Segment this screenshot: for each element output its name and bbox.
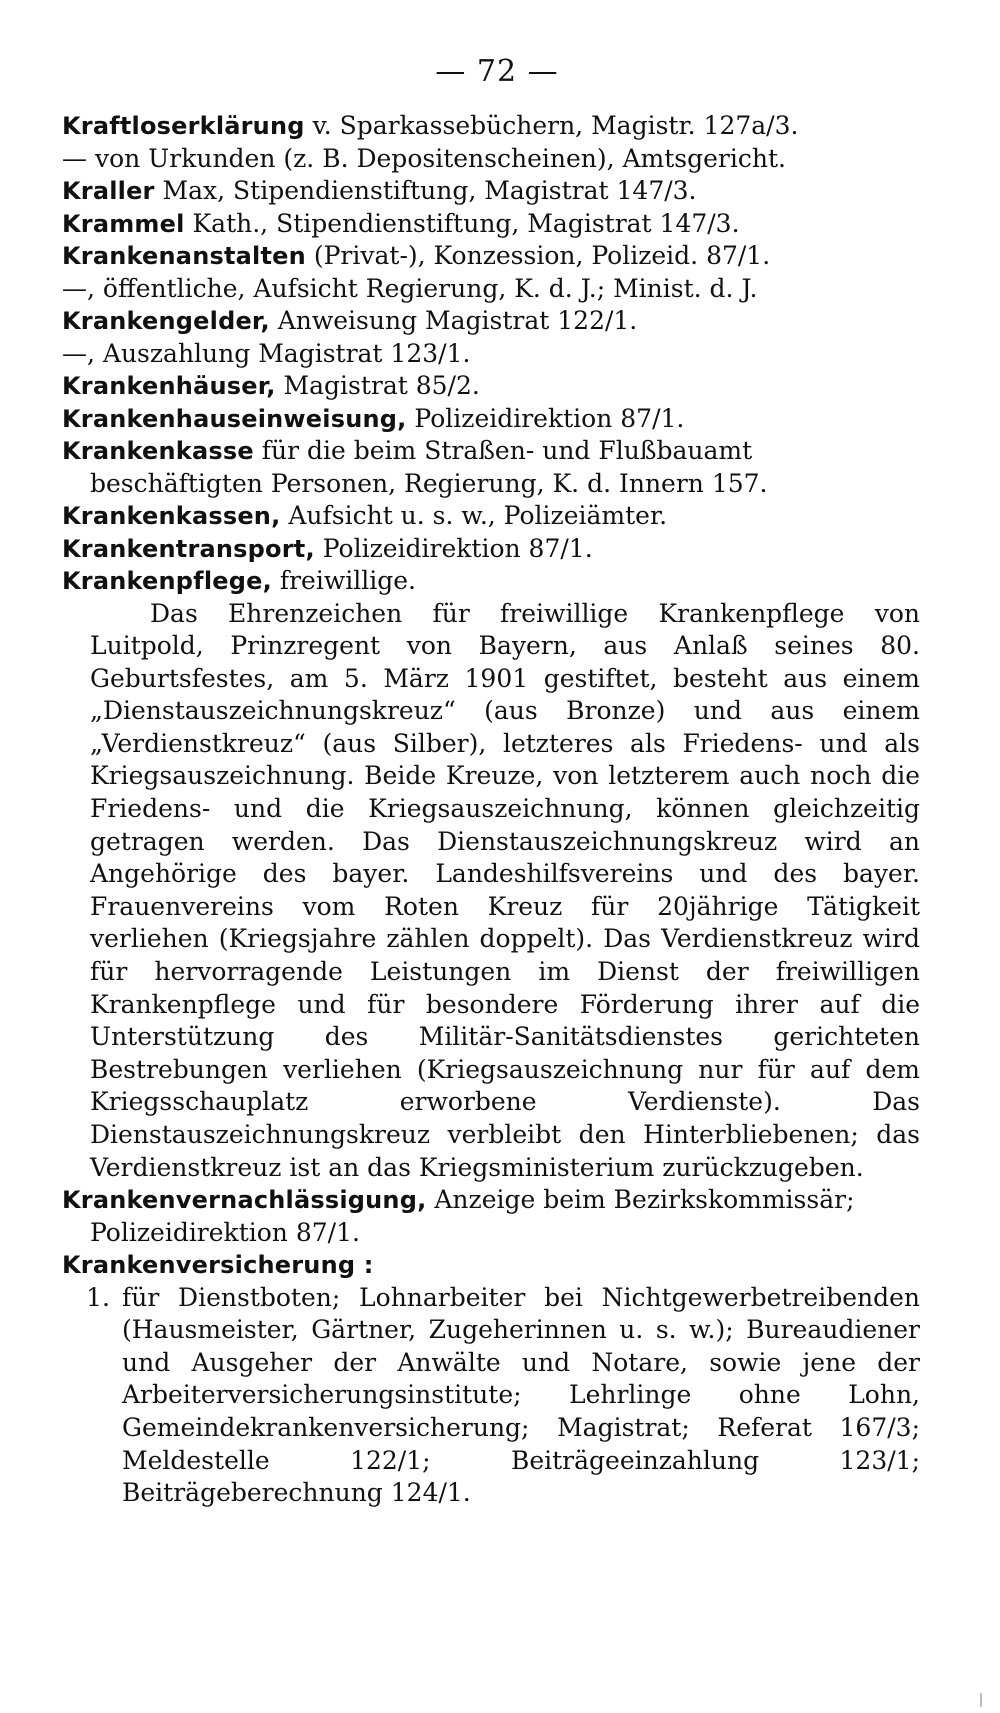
entry-krankenhauseinweisung <box>62 403 920 436</box>
entry-text: Magistrat 85/2. <box>275 371 480 400</box>
entry-text: v. Sparkassebüchern, Magistr. 127a/3. <box>304 111 799 140</box>
entry-text: Anzeige beim Bezirkskommissär; Polizeidirektion 87/1. <box>90 1185 855 1247</box>
entry-krammel <box>62 208 920 241</box>
entry-text: —, Auszahlung Magistrat 123/1. <box>62 338 471 368</box>
entry-text: Polizeidirektion 87/1. <box>406 403 685 433</box>
entry-keyword: Krankenhauseinweisung, <box>62 404 407 433</box>
krankenpflege-paragraph: Das Ehrenzeichen für freiwillige Krankenpflege von Luitpold, Prinzregent von Bayern, aus Anlaß seines 80. Geburtsfestes, am 5. März 1901 gestiftet, besteht aus einem „Dienstauszeichnungskreuz“ (aus Bronze) und aus einem „Verdienstkreuz“ (aus Silber), letzteres als Friedens- und als Kriegsauszeichnung. Beide Kreuze, von letzterem auch noch die Friedens- und die Kriegsauszeichnung, können gleichzeitig getragen werden. Das Dienstauszeichnungskreuz wird an Angehörige des bayer. Landeshilfsvereins und des bayer. Frauenvereins vom Roten Kreuz für 20jährige Tätigkeit verliehen (Kriegsjahre zählen doppelt). Das Verdienstkreuz wird für hervorragende Leistungen im Dienst der freiwilligen Krankenpflege und für besondere Förderung ihrer auf die Unterstützung des Militär-Sanitätsdienstes gerichteten Bestrebungen verliehen (Kriegsauszeichnung nur für auf dem Kriegsschauplatz erworbene Verdienste). Das Dienstauszeichnungskreuz verbleibt den Hinterbliebenen; das Verdienstkreuz ist an das Kriegsministerium zurückzugeben. <box>90 598 920 1182</box>
entry-keyword: Kraller <box>62 177 155 205</box>
entry-keyword: Krankenhäuser, <box>62 372 276 400</box>
entry-krankenversicherung <box>62 1249 920 1282</box>
entry-text: Max, Stipendienstiftung, Magistrat 147/3. <box>154 176 697 205</box>
numbered-item-1 <box>62 1282 920 1510</box>
entry-krankenkasse <box>62 435 920 500</box>
entry-krankentransport <box>62 533 920 566</box>
entry-oeffentliche-aufsicht <box>62 273 920 306</box>
entry-krankenhaeuser <box>62 370 920 403</box>
entry-krankenkassen <box>62 500 920 533</box>
page-edge-mark <box>980 1693 992 1707</box>
document-page <box>62 52 920 1510</box>
entry-krankenanstalten <box>62 240 920 273</box>
entry-keyword: Krankenversicherung : <box>62 1251 374 1280</box>
entry-keyword: Krankenanstalten <box>62 242 306 270</box>
entry-text: Aufsicht u. s. w., Polizeiämter. <box>280 501 668 530</box>
page-number: — 72 — <box>435 54 559 89</box>
entry-krankenvernachlaessigung <box>62 1184 920 1249</box>
entry-text: —, öffentliche, Aufsicht Regierung, K. d. J.; Minist. d. J. <box>62 273 758 303</box>
entry-text: freiwillige. <box>271 566 416 595</box>
entry-keyword: Krankentransport, <box>62 534 315 563</box>
entry-text: Kath., Stipendienstiftung, Magistrat 147/3. <box>184 208 740 238</box>
entry-auszahlung <box>62 338 920 371</box>
entry-text: Anweisung Magistrat 122/1. <box>269 306 638 335</box>
entry-text: für die beim Straßen- und Flußbauamt beschäftigten Personen, Regierung, K. d. Innern 157. <box>90 436 768 498</box>
entry-text: — von Urkunden (z. B. Depositenscheinen), Amtsgericht. <box>62 143 786 173</box>
entry-keyword: Krankenkassen, <box>62 502 281 530</box>
entry-krankenpflege <box>62 565 920 598</box>
entry-keyword: Krankenvernachlässigung, <box>62 1186 427 1215</box>
entry-krankengelder <box>62 305 920 338</box>
item-number: 1. <box>86 1282 110 1312</box>
entry-text: (Privat-), Konzession, Polizeid. 87/1. <box>305 241 771 270</box>
entry-urkunden <box>62 143 920 176</box>
entry-text: Polizeidirektion 87/1. <box>314 533 593 563</box>
entry-keyword: Krankenpflege, <box>62 567 272 595</box>
entry-keyword: Krankenkasse <box>62 437 254 465</box>
entry-keyword: Krammel <box>62 209 185 238</box>
item-text: für Dienstboten; Lohnarbeiter bei Nichtgewerbetreibenden (Hausmeister, Gärtner, Zugeherinnen u. s. w.); Bureaudiener und Ausgeher der Anwälte und Notare, sowie jene der Arbeiterversicherungsinstitute; Lehrlinge ohne Lohn, Gemeindekrankenversicherung; Magistrat; Referat 167/3; Meldestelle 122/1; Beiträgeeinzahlung 123/1; Beiträgeberechnung 124/1. <box>122 1282 920 1508</box>
entry-keyword: Krankengelder, <box>62 307 270 335</box>
entry-kraftloserklaerung <box>62 110 920 143</box>
entry-kraller <box>62 175 920 208</box>
entry-keyword: Kraftloserklärung <box>62 112 305 140</box>
